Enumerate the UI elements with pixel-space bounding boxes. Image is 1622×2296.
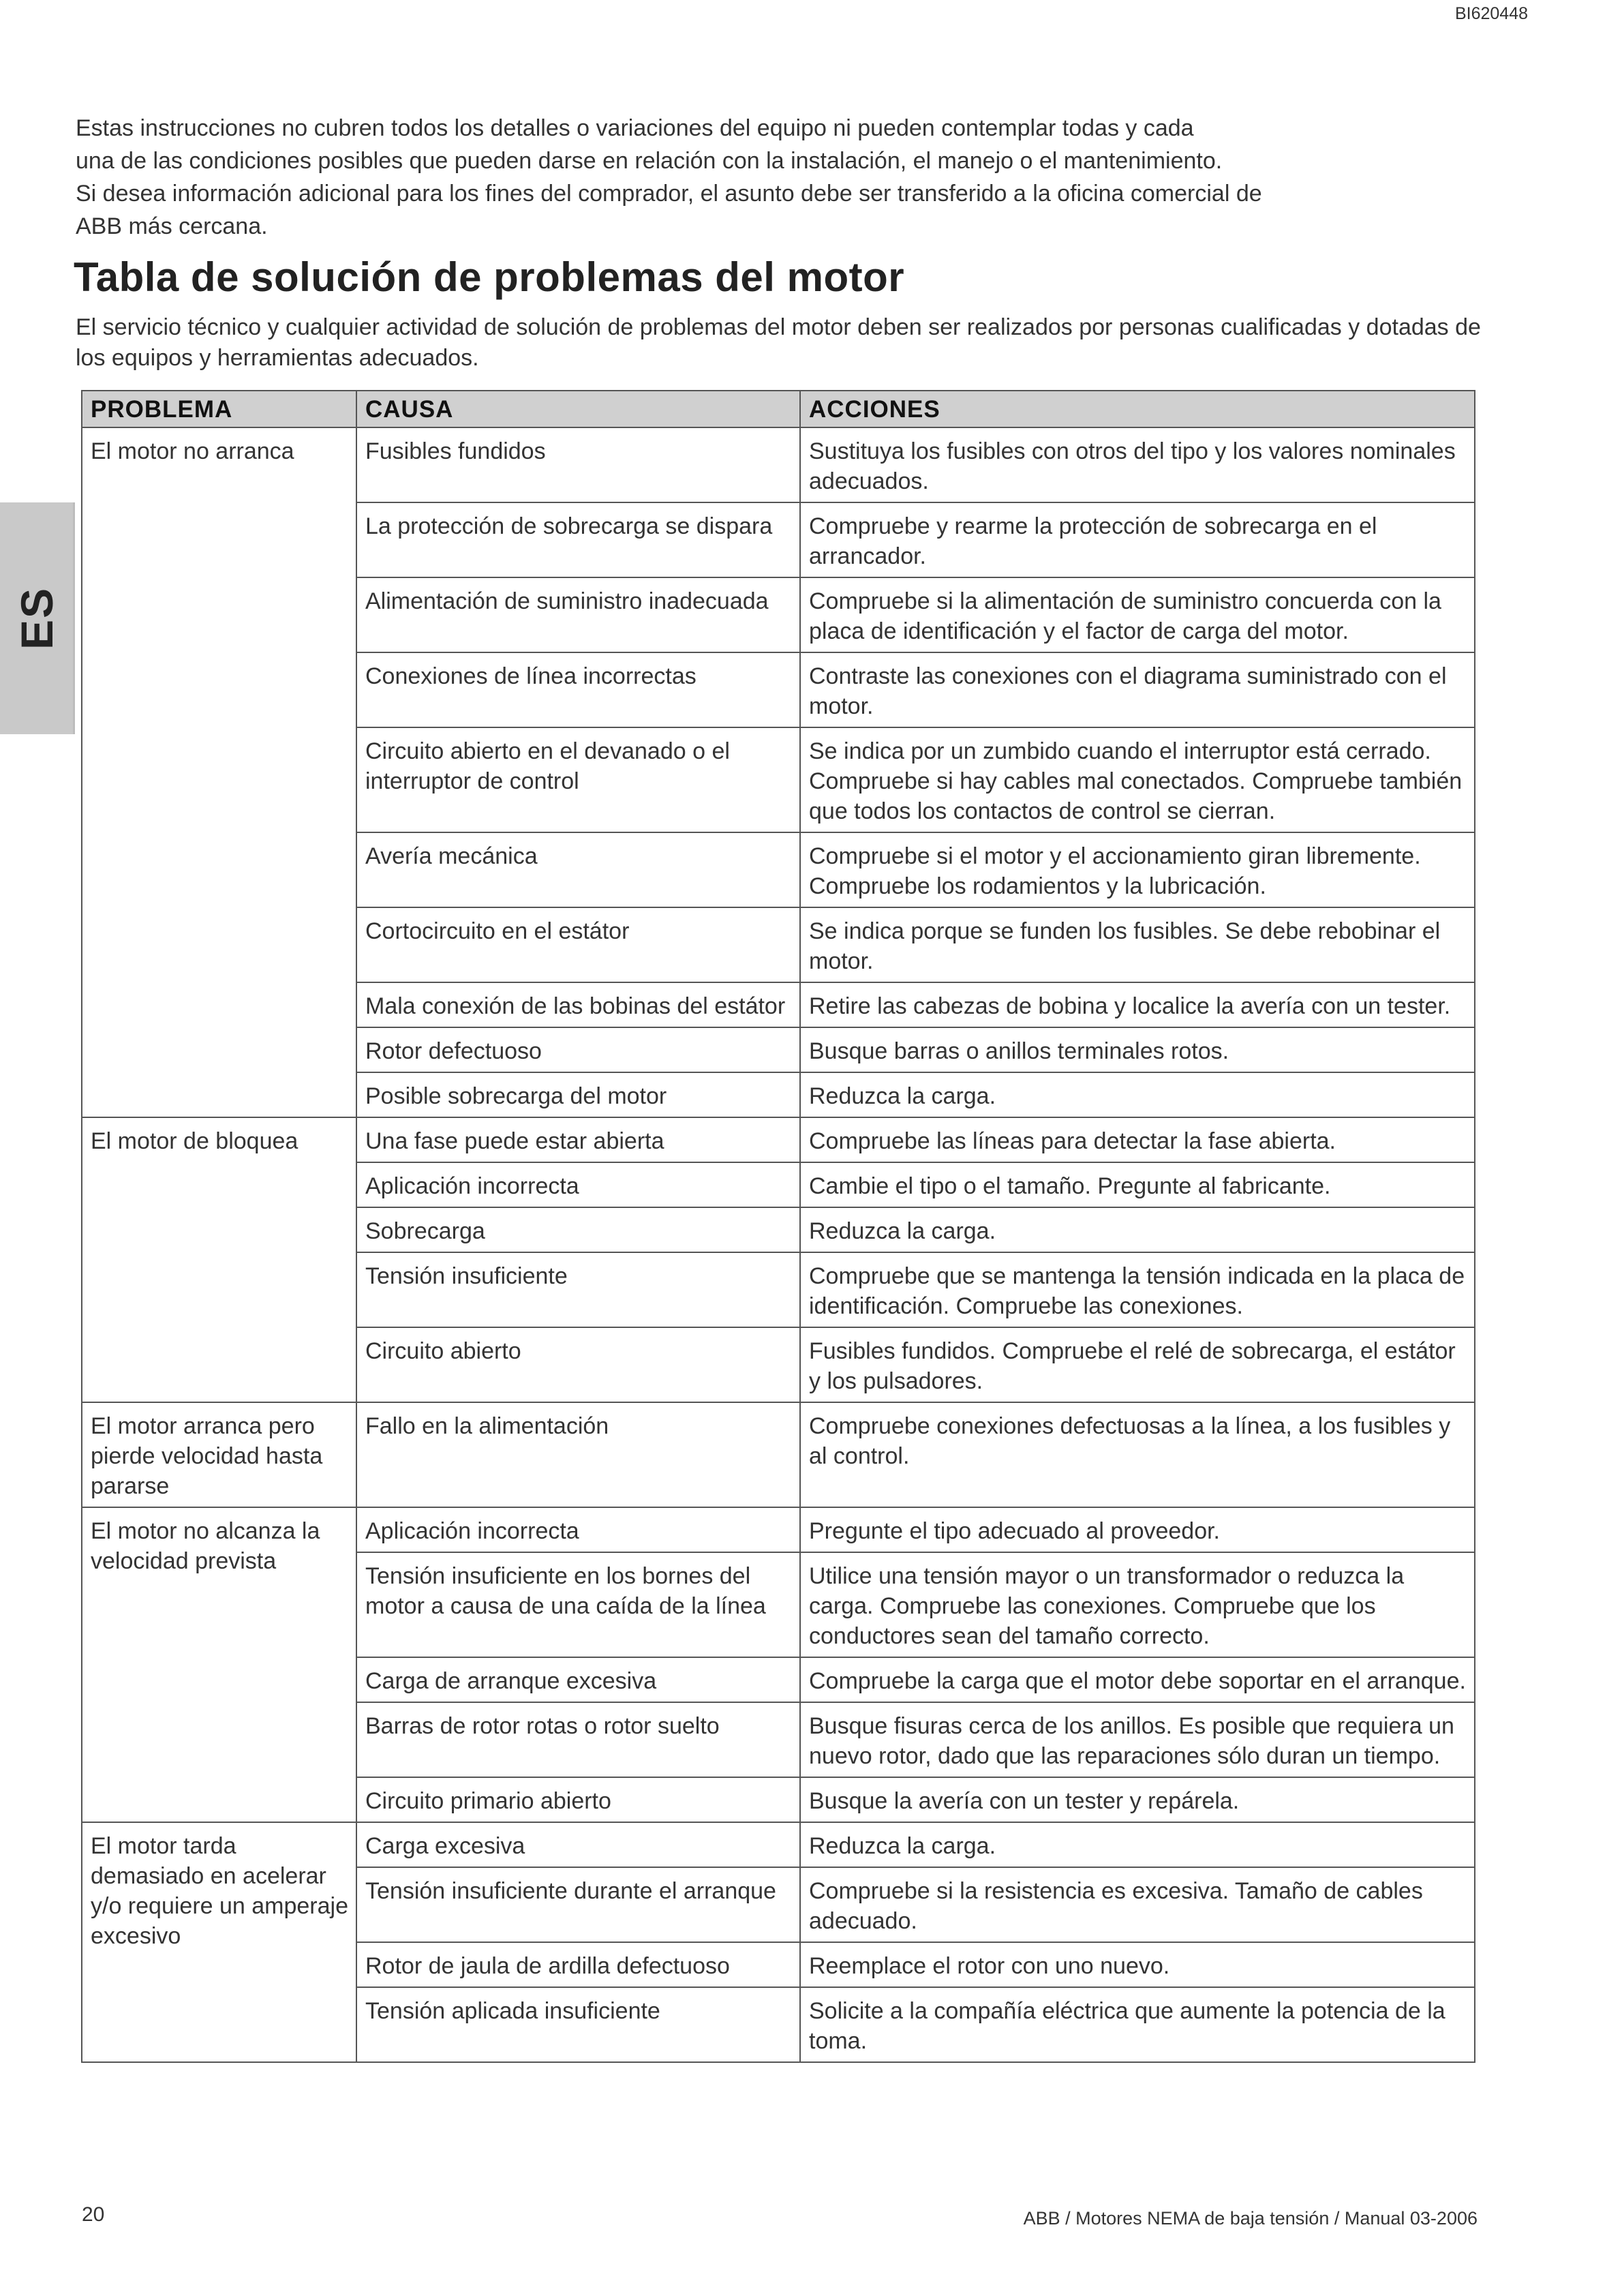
action-cell: Reduzca la carga. xyxy=(800,1207,1475,1252)
cause-cell: La protección de sobrecarga se dispara xyxy=(356,502,800,577)
action-cell: Solicite a la compañía eléctrica que aumente la potencia de la toma. xyxy=(800,1987,1475,2062)
cause-cell: Tensión insuficiente en los bornes del motor a causa de una caída de la línea xyxy=(356,1552,800,1657)
cause-cell: Carga de arranque excesiva xyxy=(356,1657,800,1702)
cause-cell: Posible sobrecarga del motor xyxy=(356,1072,800,1117)
cause-cell: Fusibles fundidos xyxy=(356,427,800,502)
action-cell: Busque barras o anillos terminales rotos. xyxy=(800,1027,1475,1072)
cause-cell: Rotor de jaula de ardilla defectuoso xyxy=(356,1942,800,1987)
intro-line: Si desea información adicional para los fines del comprador, el asunto debe ser transferido a la oficina comercial de xyxy=(76,181,1262,207)
header-cause: CAUSA xyxy=(356,391,800,427)
intro-line: Estas instrucciones no cubren todos los detalles o variaciones del equipo ni pueden contemplar todas y cada xyxy=(76,115,1194,141)
action-cell: Compruebe si la resistencia es excesiva. Tamaño de cables adecuado. xyxy=(800,1867,1475,1942)
cause-cell: Fallo en la alimentación xyxy=(356,1402,800,1507)
cause-cell: Una fase puede estar abierta xyxy=(356,1117,800,1162)
problem-cell: El motor de bloquea xyxy=(82,1117,356,1402)
language-tab xyxy=(0,502,75,734)
cause-cell: Tensión insuficiente durante el arranque xyxy=(356,1867,800,1942)
action-cell: Pregunte el tipo adecuado al proveedor. xyxy=(800,1507,1475,1552)
cause-cell: Carga excesiva xyxy=(356,1822,800,1867)
problem-cell: El motor tarda demasiado en acelerar y/o requiere un amperaje excesivo xyxy=(82,1822,356,2062)
cause-cell: Mala conexión de las bobinas del estátor xyxy=(356,982,800,1027)
page-title: Tabla de solución de problemas del motor xyxy=(74,254,905,300)
cause-cell: Alimentación de suministro inadecuada xyxy=(356,577,800,652)
cause-cell: Conexiones de línea incorrectas xyxy=(356,652,800,727)
intro-paragraph xyxy=(76,112,1493,243)
cause-cell: Rotor defectuoso xyxy=(356,1027,800,1072)
footer-manual-ref: ABB / Motores NEMA de baja tensión / Manual 03-2006 xyxy=(1023,2208,1478,2229)
cause-cell: Circuito primario abierto xyxy=(356,1777,800,1822)
cause-cell: Tensión insuficiente xyxy=(356,1252,800,1327)
header-actions: ACCIONES xyxy=(800,391,1475,427)
table-row xyxy=(82,1117,1475,1162)
action-cell: Reemplace el rotor con uno nuevo. xyxy=(800,1942,1475,1987)
action-cell: Compruebe si la alimentación de suministro concuerda con la placa de identificación y el factor de carga del motor. xyxy=(800,577,1475,652)
intro-line: ABB más cercana. xyxy=(76,213,268,239)
problem-cell: El motor no arranca xyxy=(82,427,356,1117)
table-header-row xyxy=(82,391,1475,427)
action-cell: Se indica porque se funden los fusibles. Se debe rebobinar el motor. xyxy=(800,907,1475,982)
table-body xyxy=(82,427,1475,2062)
cause-cell: Circuito abierto en el devanado o el interruptor de control xyxy=(356,727,800,832)
cause-cell: Cortocircuito en el estátor xyxy=(356,907,800,982)
cause-cell: Avería mecánica xyxy=(356,832,800,907)
cause-cell: Aplicación incorrecta xyxy=(356,1162,800,1207)
action-cell: Compruebe la carga que el motor debe soportar en el arranque. xyxy=(800,1657,1475,1702)
page-number: 20 xyxy=(82,2203,105,2226)
table-row xyxy=(82,1822,1475,1867)
cause-cell: Tensión aplicada insuficiente xyxy=(356,1987,800,2062)
action-cell: Sustituya los fusibles con otros del tipo y los valores nominales adecuados. xyxy=(800,427,1475,502)
table-row xyxy=(82,427,1475,502)
language-tab-label: ES xyxy=(11,586,62,650)
header-problem: PROBLEMA xyxy=(82,391,356,427)
document-id: BI620448 xyxy=(1454,4,1528,23)
action-cell: Reduzca la carga. xyxy=(800,1822,1475,1867)
action-cell: Contraste las conexiones con el diagrama suministrado con el motor. xyxy=(800,652,1475,727)
action-cell: Fusibles fundidos. Compruebe el relé de sobrecarga, el estátor y los pulsadores. xyxy=(800,1327,1475,1402)
action-cell: Se indica por un zumbido cuando el interruptor está cerrado. Compruebe si hay cables mal conectados. Compruebe también que todos los contactos de control se cierran. xyxy=(800,727,1475,832)
cause-cell: Circuito abierto xyxy=(356,1327,800,1402)
intro-line: una de las condiciones posibles que pueden darse en relación con la instalación, el manejo o el mantenimiento. xyxy=(76,148,1223,174)
action-cell: Compruebe y rearme la protección de sobrecarga en el arrancador. xyxy=(800,502,1475,577)
action-cell: Compruebe conexiones defectuosas a la línea, a los fusibles y al control. xyxy=(800,1402,1475,1507)
action-cell: Compruebe las líneas para detectar la fase abierta. xyxy=(800,1117,1475,1162)
cause-cell: Aplicación incorrecta xyxy=(356,1507,800,1552)
page-subtitle: El servicio técnico y cualquier actividad de solución de problemas del motor deben ser realizados por personas cualificadas y dotadas de los equipos y herramientas adecuados. xyxy=(76,314,1481,371)
action-cell: Retire las cabezas de bobina y localice la avería con un tester. xyxy=(800,982,1475,1027)
action-cell: Cambie el tipo o el tamaño. Pregunte al fabricante. xyxy=(800,1162,1475,1207)
problem-cell: El motor no alcanza la velocidad prevista xyxy=(82,1507,356,1822)
action-cell: Busque la avería con un tester y repárela. xyxy=(800,1777,1475,1822)
cause-cell: Sobrecarga xyxy=(356,1207,800,1252)
problem-cell: El motor arranca pero pierde velocidad hasta pararse xyxy=(82,1402,356,1507)
action-cell: Reduzca la carga. xyxy=(800,1072,1475,1117)
action-cell: Busque fisuras cerca de los anillos. Es posible que requiera un nuevo rotor, dado que las reparaciones sólo duran un tiempo. xyxy=(800,1702,1475,1777)
table-row xyxy=(82,1507,1475,1552)
cause-cell: Barras de rotor rotas o rotor suelto xyxy=(356,1702,800,1777)
troubleshooting-table xyxy=(81,390,1475,2063)
table-row xyxy=(82,1402,1475,1507)
action-cell: Utilice una tensión mayor o un transformador o reduzca la carga. Compruebe las conexiones. Compruebe que los conductores sean del tamaño correcto. xyxy=(800,1552,1475,1657)
action-cell: Compruebe si el motor y el accionamiento giran libremente. Compruebe los rodamientos y la lubricación. xyxy=(800,832,1475,907)
action-cell: Compruebe que se mantenga la tensión indicada en la placa de identificación. Compruebe las conexiones. xyxy=(800,1252,1475,1327)
